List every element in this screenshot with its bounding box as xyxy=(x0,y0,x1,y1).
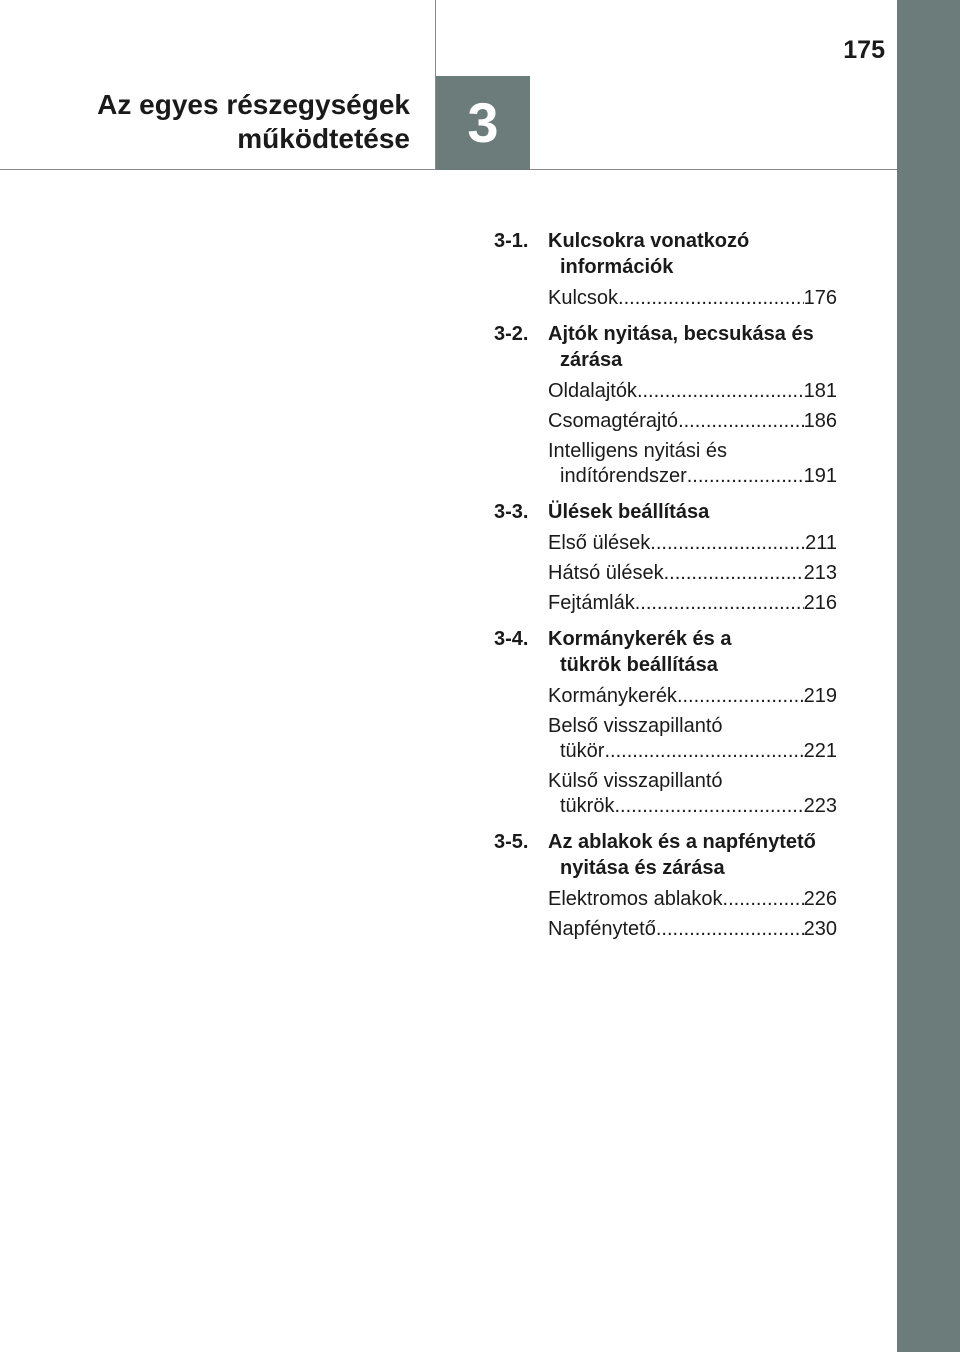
toc-section-number: 3-2. xyxy=(494,323,529,345)
toc-section-title-line-1: Kulcsokra vonatkozó xyxy=(548,230,750,252)
toc-section-heading[interactable] xyxy=(494,499,837,525)
toc-entry-label: Elektromos ablakok xyxy=(548,888,723,910)
toc-entry-label-line-1: Intelligens nyitási és xyxy=(548,440,727,462)
toc-entry[interactable] xyxy=(548,286,837,311)
toc-section xyxy=(494,321,837,489)
toc-section-title-line-2: zárása xyxy=(560,349,623,371)
toc-section xyxy=(494,499,837,616)
toc-entry[interactable] xyxy=(548,769,837,819)
toc-section-number: 3-1. xyxy=(494,230,529,252)
toc-section-title-line-1: Kormánykerék és a xyxy=(548,628,732,650)
toc-leader-dots xyxy=(656,917,804,942)
toc-section-heading[interactable] xyxy=(494,829,837,881)
toc-section-title-line-2: tükrök beállítása xyxy=(560,654,718,676)
toc-section-title xyxy=(548,228,837,280)
toc-entry-page: 191 xyxy=(803,465,837,487)
toc-leader-dots xyxy=(604,739,803,764)
toc-entry-label: Első ülések xyxy=(548,532,651,554)
toc-section-title xyxy=(548,626,837,678)
toc-leader-dots xyxy=(650,531,805,556)
toc-section-heading[interactable] xyxy=(494,321,837,373)
toc-entry[interactable] xyxy=(548,887,837,912)
toc-section-title xyxy=(548,499,837,525)
toc-entry-page: 219 xyxy=(803,685,837,707)
toc-entry-page: 186 xyxy=(803,410,837,432)
toc-section-heading[interactable] xyxy=(494,228,837,280)
toc-entry[interactable] xyxy=(548,917,837,942)
toc-entry[interactable] xyxy=(548,409,837,434)
toc-entry-label: Oldalajtók xyxy=(548,380,637,402)
toc-section-title-line-2: információk xyxy=(560,256,674,278)
toc-section-title-line-2: nyitása és zárása xyxy=(560,857,725,879)
toc-entry-label: tükrök xyxy=(560,795,615,817)
toc-leader-dots xyxy=(664,561,804,586)
toc-entry-page: 226 xyxy=(803,888,837,910)
toc-section-title xyxy=(548,321,837,373)
toc-leader-dots xyxy=(618,286,804,311)
toc-entry[interactable] xyxy=(548,439,837,489)
toc-entry-page: 223 xyxy=(803,795,837,817)
toc-entry-label: Kormánykerék xyxy=(548,685,677,707)
toc-entry-label: tükör xyxy=(560,740,605,762)
toc-entry[interactable] xyxy=(548,379,837,404)
toc-entry[interactable] xyxy=(548,591,837,616)
chapter-title xyxy=(60,88,410,156)
toc-section xyxy=(494,829,837,942)
toc-entry-page: 213 xyxy=(803,562,837,584)
toc-entry[interactable] xyxy=(548,714,837,764)
chapter-title-line-2: működtetése xyxy=(237,123,410,154)
toc-entry-label: Napfénytető xyxy=(548,918,656,940)
toc-entry-label: Kulcsok xyxy=(548,287,619,309)
toc-entry-page: 221 xyxy=(803,740,837,762)
toc-section-title-line-1: Ülések beállítása xyxy=(548,501,710,523)
toc-entry[interactable] xyxy=(548,531,837,556)
table-of-contents xyxy=(494,228,837,952)
chapter-number-box: 3 xyxy=(436,76,530,170)
toc-leader-dots xyxy=(678,409,804,434)
toc-entry[interactable] xyxy=(548,561,837,586)
toc-entry-label: Fejtámlák xyxy=(548,592,635,614)
chapter-side-tab xyxy=(897,0,960,1352)
toc-leader-dots xyxy=(635,591,804,616)
toc-section-heading[interactable] xyxy=(494,626,837,678)
toc-entry-label: Csomagtérajtó xyxy=(548,410,679,432)
toc-entry-page: 230 xyxy=(803,918,837,940)
toc-section-title xyxy=(548,829,837,881)
toc-section xyxy=(494,228,837,311)
toc-section-number: 3-5. xyxy=(494,831,529,853)
toc-entry-page: 216 xyxy=(803,592,837,614)
toc-entry-page: 176 xyxy=(803,287,837,309)
toc-section-title-line-1: Az ablakok és a napfénytető xyxy=(548,831,816,853)
toc-leader-dots xyxy=(637,379,804,404)
chapter-title-line-1: Az egyes részegységek xyxy=(97,89,410,120)
toc-entry-label: Hátsó ülések xyxy=(548,562,664,584)
toc-leader-dots xyxy=(677,684,804,709)
toc-section-title-line-1: Ajtók nyitása, becsukása és xyxy=(548,323,814,345)
toc-section xyxy=(494,626,837,819)
toc-entry-page: 211 xyxy=(805,532,837,554)
toc-entry-page: 181 xyxy=(803,380,837,402)
page-number: 175 xyxy=(843,36,885,64)
toc-section-number: 3-3. xyxy=(494,501,529,523)
toc-entry[interactable] xyxy=(548,684,837,709)
toc-section-number: 3-4. xyxy=(494,628,529,650)
toc-entry-label-line-1: Belső visszapillantó xyxy=(548,715,723,737)
toc-leader-dots xyxy=(723,887,804,912)
toc-entry-label-line-1: Külső visszapillantó xyxy=(548,770,723,792)
toc-leader-dots xyxy=(614,794,803,819)
toc-entry-label: indítórendszer xyxy=(560,465,687,487)
toc-leader-dots xyxy=(687,464,804,489)
